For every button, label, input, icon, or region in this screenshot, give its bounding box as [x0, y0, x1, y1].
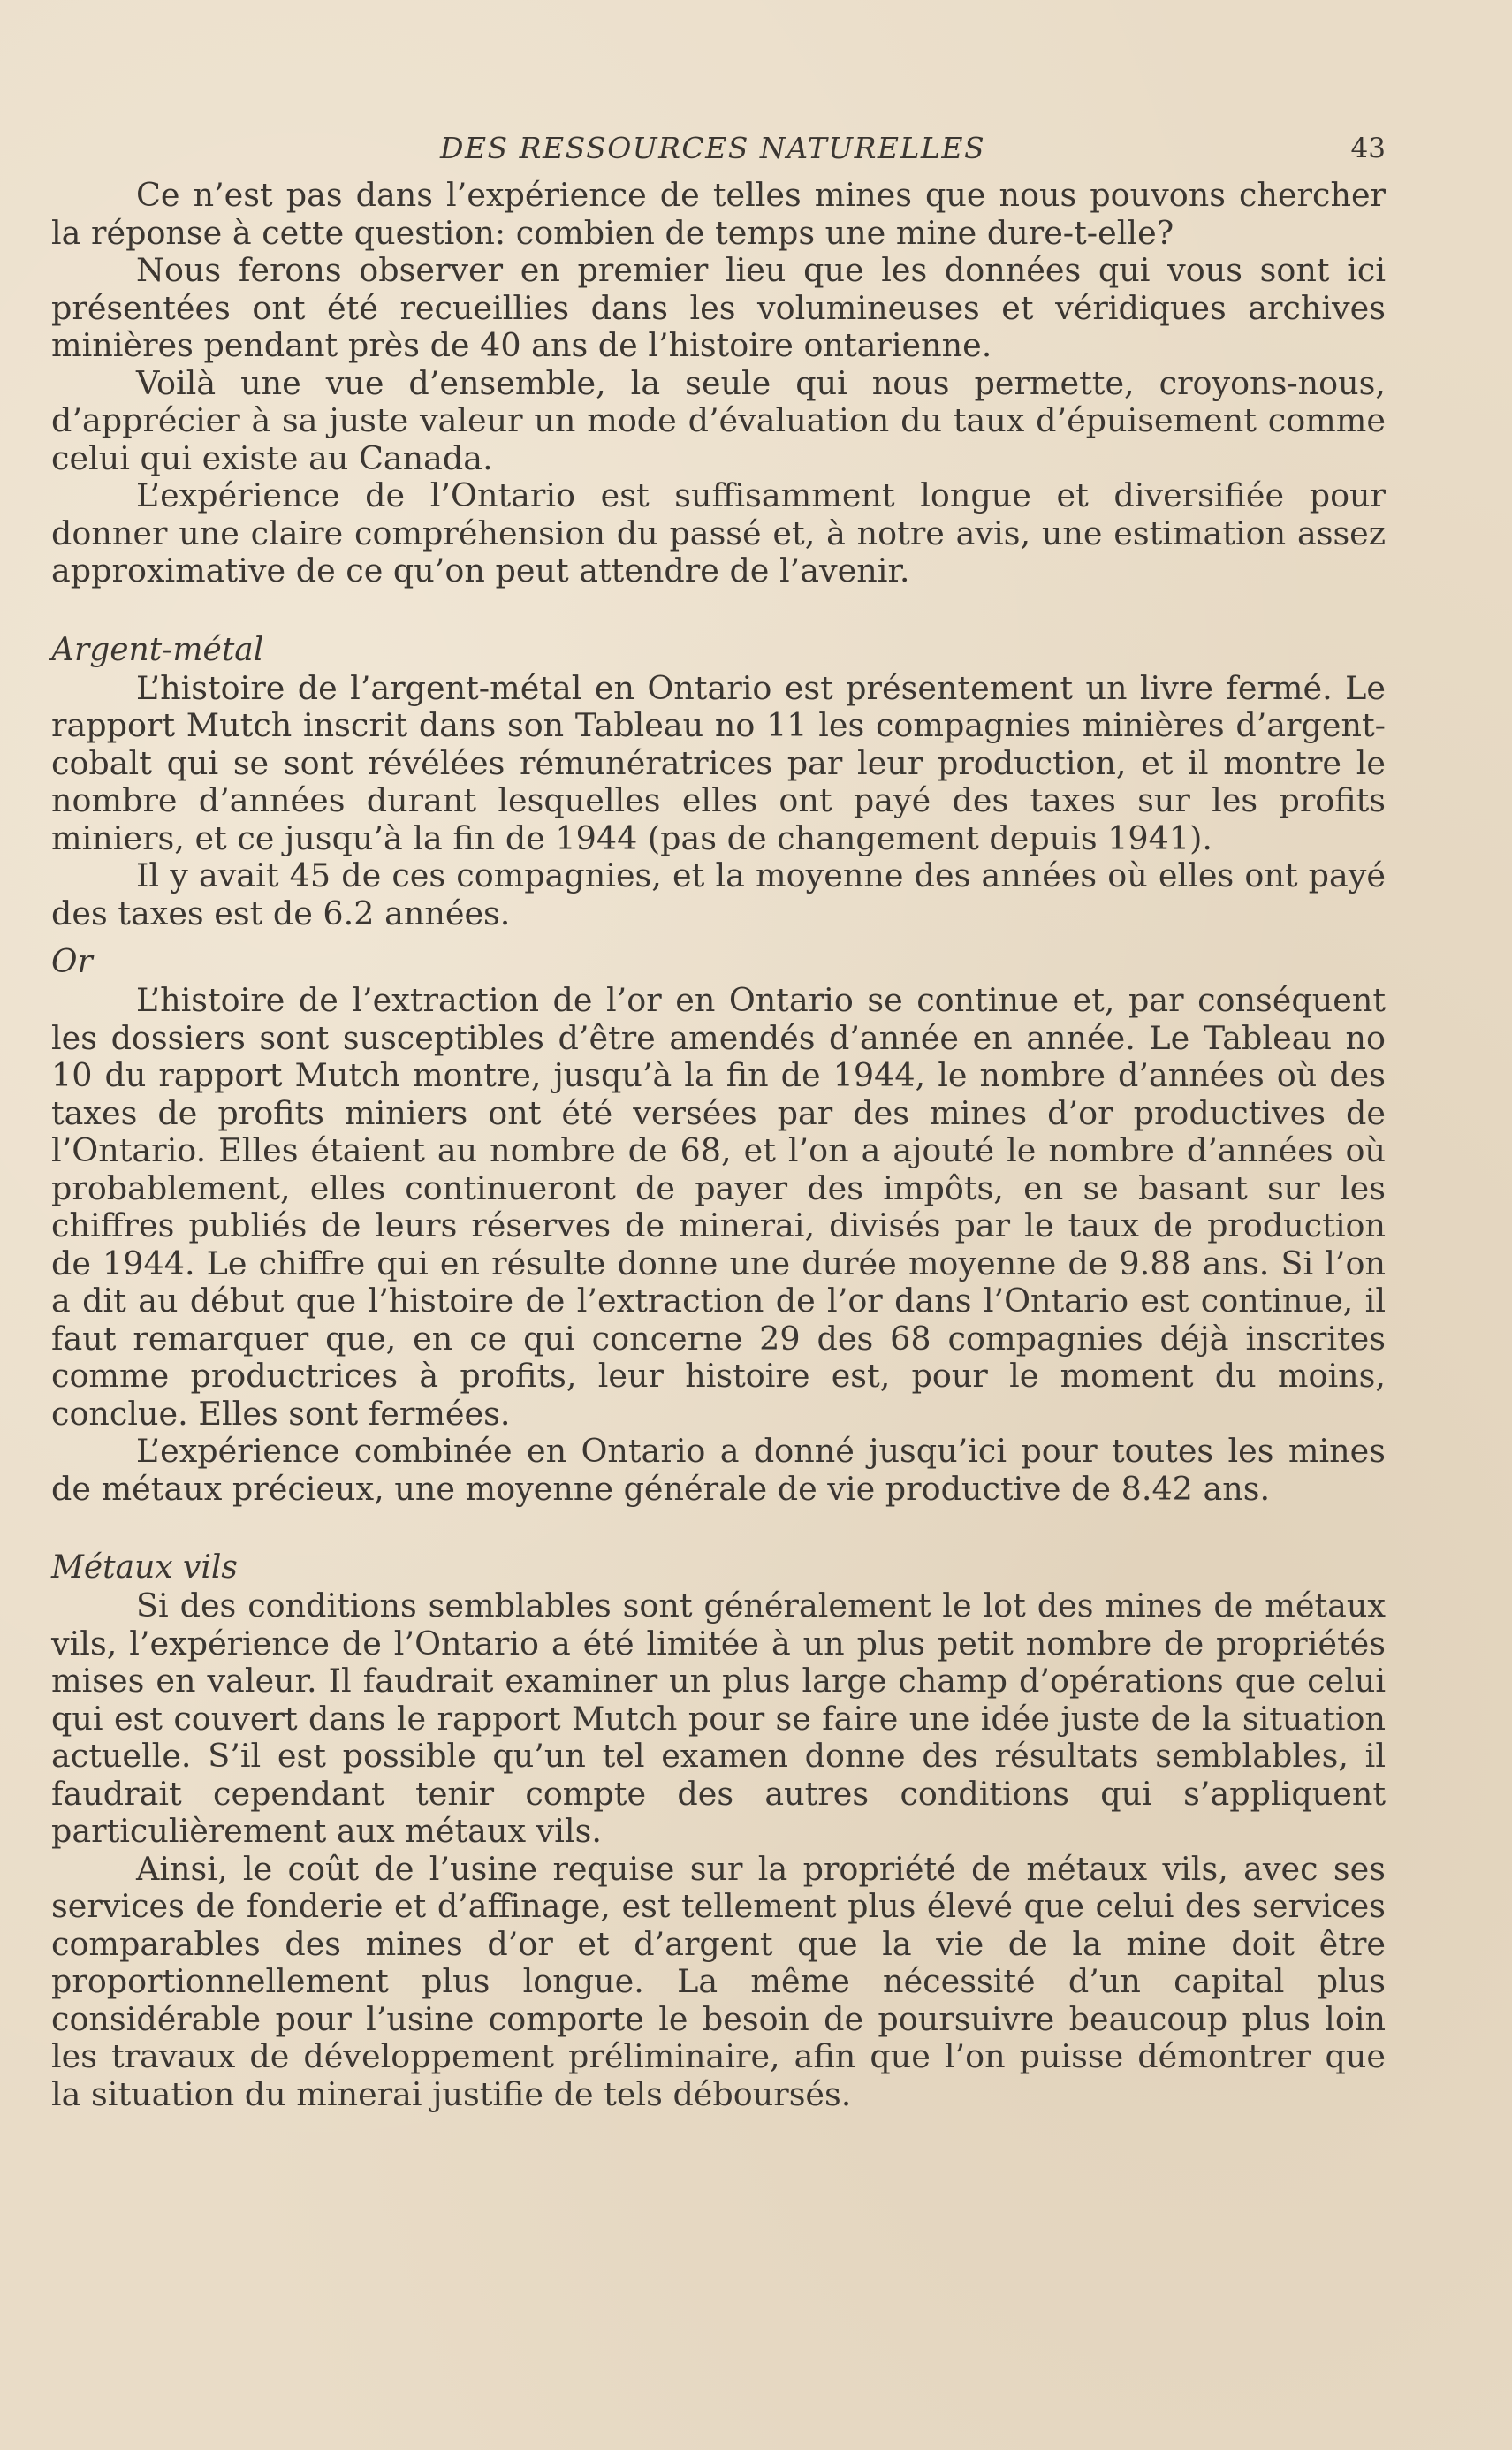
- section-heading: Métaux vils: [51, 1549, 238, 1586]
- paragraph: L’expérience de l’Ontario est suffisamment longue et diversifiée pour donner une claire compréhension du passé et, à notre avis, une estimation assez approximative de ce qu’on peut attendre de l’avenir.: [51, 476, 1386, 590]
- section-metaux-vils: [51, 1548, 1386, 2113]
- running-title: DES RESSOURCES NATURELLES: [440, 131, 986, 165]
- section-argent: [51, 631, 1386, 933]
- paragraph: L’expérience combinée en Ontario a donné jusqu’ici pour toutes les mines de métaux précieux, une moyenne générale de vie productive de 8.42 ans.: [51, 1432, 1386, 1508]
- paragraph: L’histoire de l’extraction de l’or en Ontario se continue et, par conséquent les dossiers sont susceptibles d’être amendés d’année en année. Le Tableau no 10 du rapport Mutch montre, jusqu’à la fin de 1944, le nombre d’années où des taxes de profits miniers ont été versées par des mines d’or productives de l’Ontario. Elles étaient au nombre de 68, et l’on a ajouté le nombre d’années où probablement, elles continueront de payer des impôts, en se basant sur les chiffres publiés de leurs réserves de minerai, divisés par le taux de production de 1944. Le chiffre qui en résulte donne une durée moyenne de 9.88 ans. Si l’on a dit au début que l’histoire de l’extraction de l’or dans l’Ontario est continue, il faut remarquer que, en ce qui concerne 29 des 68 compagnies déjà inscrites comme productrices à profits, leur histoire est, pour le moment du moins, conclue. Elles sont fermées.: [51, 981, 1386, 1433]
- paragraph: Si des conditions semblables sont généralement le lot des mines de métaux vils, l’expérience de l’Ontario a été limitée à un plus petit nombre de propriétés mises en valeur. Il faudrait examiner un plus large champ d’opérations que celui qui est couvert dans le rapport Mutch pour se faire une idée juste de la situation actuelle. S’il est possible qu’un tel examen donne des résultats semblables, il faudrait cependant tenir compte des autres conditions qui s’appliquent particulièrement aux métaux vils.: [51, 1586, 1386, 1850]
- paragraph: L’histoire de l’argent-métal en Ontario est présentement un livre fermé. Le rapport Mutch inscrit dans son Tableau no 11 les compagnies minières d’argent-cobalt qui se sont révélées rémunératrices par leur production, et il montre le nombre d’années durant lesquelles elles ont payé des taxes sur les profits miniers, et ce jusqu’à la fin de 1944 (pas de changement depuis 1941).: [51, 668, 1386, 857]
- paragraph: Il y avait 45 de ces compagnies, et la moyenne des années où elles ont payé des taxes est de 6.2 années.: [51, 856, 1386, 932]
- paragraph: Voilà une vue d’ensemble, la seule qui nous permette, croyons-nous, d’apprécier à sa juste valeur un mode d’évaluation du taux d’épuisement comme celui qui existe au Canada.: [51, 363, 1386, 477]
- section-heading: Argent-métal: [51, 631, 264, 668]
- page-header: [51, 124, 1386, 177]
- section-heading: Or: [51, 944, 93, 980]
- page-number: 43: [1350, 133, 1386, 164]
- section-or: [51, 943, 1386, 1508]
- paragraph: Ce n’est pas dans l’expérience de telles mines que nous pouvons chercher la réponse à cette question: combien de temps une mine dure-t-elle?: [51, 176, 1386, 252]
- page: [51, 124, 1386, 2113]
- intro-block: [51, 177, 1386, 590]
- paragraph: Ainsi, le coût de l’usine requise sur la propriété de métaux vils, avec ses services de fonderie et d’affinage, est tellement plus élevé que celui des services comparables des mines d’or et d’argent que la vie de la mine doit être proportionnellement plus longue. La même nécessité d’un capital plus considérable pour l’usine comporte le besoin de poursuivre beaucoup plus loin les travaux de développement préliminaire, afin que l’on puisse démontrer que la situation du minerai justifie de tels déboursés.: [51, 1849, 1386, 2113]
- paragraph: Nous ferons observer en premier lieu que les données qui vous sont ici présentées ont été recueillies dans les volumineuses et véridiques archives minières pendant près de 40 ans de l’histoire ontarienne.: [51, 251, 1386, 364]
